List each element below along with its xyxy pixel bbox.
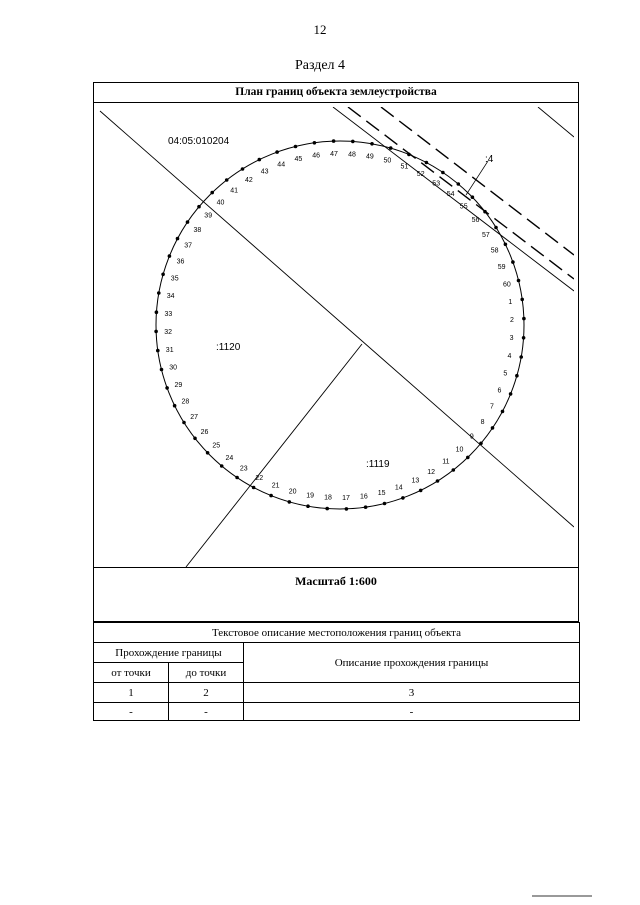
road-dashed-2 xyxy=(381,107,574,255)
plan-svg xyxy=(98,107,574,567)
boundary-point-label-17: 17 xyxy=(342,494,350,502)
boundary-point-28 xyxy=(173,404,177,408)
boundary-point-label-25: 25 xyxy=(212,442,221,450)
boundary-point-label-39: 39 xyxy=(204,212,213,220)
boundary-point-20 xyxy=(288,500,292,504)
road-dashed-1 xyxy=(348,107,574,279)
table-row-desc: - xyxy=(244,703,580,721)
boundary-point-29 xyxy=(165,386,169,390)
boundary-point-26 xyxy=(193,437,197,441)
boundary-point-label-57: 57 xyxy=(482,231,490,239)
object-boundary-circle xyxy=(156,141,524,509)
boundary-point-label-37: 37 xyxy=(184,242,192,250)
boundary-point-label-28: 28 xyxy=(181,398,190,406)
boundary-point-label-35: 35 xyxy=(170,275,179,283)
boundary-point-label-27: 27 xyxy=(190,414,198,422)
boundary-point-24 xyxy=(220,464,224,468)
boundary-point-4 xyxy=(519,355,523,359)
boundary-point-label-8: 8 xyxy=(480,419,485,427)
plan-title: План границ объекта землеустройства xyxy=(94,83,578,103)
boundary-point-9 xyxy=(479,442,483,446)
boundary-point-label-20: 20 xyxy=(288,488,297,496)
boundary-point-label-6: 6 xyxy=(497,387,502,395)
boundary-point-label-32: 32 xyxy=(164,329,172,336)
boundary-point-33 xyxy=(155,310,159,314)
boundary-point-label-23: 23 xyxy=(239,465,248,473)
boundary-point-50 xyxy=(389,146,393,150)
boundary-point-label-30: 30 xyxy=(169,364,177,372)
boundary-description-table xyxy=(93,622,580,721)
boundary-point-12 xyxy=(436,479,440,483)
boundary-line-diagonal xyxy=(100,111,574,527)
boundary-point-label-47: 47 xyxy=(330,151,338,159)
boundary-point-41 xyxy=(225,178,229,182)
boundary-point-label-54: 54 xyxy=(446,191,455,199)
boundary-point-label-24: 24 xyxy=(225,454,234,462)
boundary-point-label-13: 13 xyxy=(411,477,420,485)
boundary-point-label-26: 26 xyxy=(200,428,209,436)
boundary-point-label-3: 3 xyxy=(509,335,514,342)
boundary-point-30 xyxy=(160,368,164,372)
boundary-point-5 xyxy=(515,374,519,378)
boundary-point-60 xyxy=(517,279,521,283)
road-line-top xyxy=(333,107,574,291)
boundary-point-19 xyxy=(306,504,310,508)
boundary-point-54 xyxy=(457,182,461,186)
boundary-point-label-2: 2 xyxy=(509,317,514,324)
plan-frame xyxy=(93,82,579,622)
boundary-point-label-51: 51 xyxy=(400,163,409,171)
boundary-point-44 xyxy=(275,150,279,154)
boundary-point-57 xyxy=(494,226,498,230)
road-line-right xyxy=(538,107,574,137)
boundary-point-53 xyxy=(441,171,445,175)
boundary-point-label-52: 52 xyxy=(416,171,425,179)
boundary-point-label-12: 12 xyxy=(427,468,435,476)
leader-line-4 xyxy=(466,161,488,195)
boundary-point-label-1: 1 xyxy=(508,299,513,307)
table-row-from: - xyxy=(94,703,169,721)
boundary-point-label-5: 5 xyxy=(503,370,508,378)
boundary-point-31 xyxy=(156,349,160,353)
section-title: Раздел 4 xyxy=(294,58,346,73)
boundary-point-label-41: 41 xyxy=(230,187,238,195)
boundary-point-38 xyxy=(186,220,190,224)
table-num-to: 2 xyxy=(169,683,244,703)
boundary-point-52 xyxy=(425,161,429,165)
cadastral-block-label: 04:05:010204 xyxy=(168,136,230,147)
boundary-point-label-9: 9 xyxy=(469,433,474,441)
boundary-point-label-15: 15 xyxy=(377,489,386,497)
table-group-header: Прохождение границы xyxy=(94,643,244,663)
boundary-point-13 xyxy=(419,489,423,493)
boundary-point-label-44: 44 xyxy=(277,161,286,169)
boundary-point-17 xyxy=(345,507,349,511)
scale-label: Масштаб 1:600 xyxy=(295,574,377,588)
boundary-point-23 xyxy=(235,476,239,480)
boundary-point-39 xyxy=(197,205,201,209)
boundary-point-22 xyxy=(252,486,256,490)
boundary-point-label-42: 42 xyxy=(245,177,253,185)
boundary-point-49 xyxy=(370,142,374,146)
boundary-point-37 xyxy=(176,237,180,241)
boundary-point-6 xyxy=(509,392,513,396)
boundary-point-label-48: 48 xyxy=(348,151,356,159)
boundary-point-58 xyxy=(504,243,508,247)
boundary-point-label-33: 33 xyxy=(164,311,173,318)
boundary-point-label-59: 59 xyxy=(497,264,506,272)
table-row-to: - xyxy=(169,703,244,721)
boundary-point-8 xyxy=(491,426,495,430)
boundary-point-43 xyxy=(258,158,262,162)
boundary-point-label-22: 22 xyxy=(255,474,264,482)
parcel-label-1120: :1120 xyxy=(216,342,241,353)
boundary-point-42 xyxy=(241,167,245,171)
table-num-from: 1 xyxy=(94,683,169,703)
boundary-point-11 xyxy=(452,468,456,472)
table-col-desc: Описание прохождения границы xyxy=(244,643,580,683)
boundary-point-14 xyxy=(401,496,405,500)
boundary-point-label-18: 18 xyxy=(324,494,332,502)
boundary-point-label-36: 36 xyxy=(176,258,185,266)
boundary-point-label-11: 11 xyxy=(442,458,450,466)
boundary-point-35 xyxy=(161,273,165,277)
boundary-point-label-55: 55 xyxy=(459,203,468,211)
boundary-point-label-50: 50 xyxy=(383,157,392,165)
boundary-point-59 xyxy=(511,260,515,264)
boundary-point-51 xyxy=(407,153,411,157)
boundary-point-27 xyxy=(182,421,186,425)
boundary-point-label-19: 19 xyxy=(306,492,314,500)
table-col-from: от точки xyxy=(94,663,169,683)
boundary-point-label-60: 60 xyxy=(503,281,511,289)
parcel-label-4: :4 xyxy=(485,154,494,165)
boundary-point-label-10: 10 xyxy=(455,446,464,454)
boundary-point-32 xyxy=(154,330,158,334)
boundary-point-label-7: 7 xyxy=(489,403,494,411)
table-title: Текстовое описание местоположения границ объекта xyxy=(94,623,580,643)
boundary-point-2 xyxy=(522,317,526,321)
boundary-point-label-31: 31 xyxy=(165,346,174,354)
boundary-point-36 xyxy=(168,254,172,258)
boundary-point-56 xyxy=(483,210,487,214)
boundary-point-16 xyxy=(364,505,368,509)
boundary-point-label-40: 40 xyxy=(216,199,225,207)
boundary-point-55 xyxy=(471,195,475,199)
boundary-point-21 xyxy=(269,494,273,498)
boundary-point-34 xyxy=(157,291,161,295)
boundary-point-label-38: 38 xyxy=(193,226,202,234)
boundary-point-40 xyxy=(210,191,214,195)
boundary-point-label-45: 45 xyxy=(294,156,303,164)
boundary-point-25 xyxy=(206,451,210,455)
boundary-point-47 xyxy=(332,139,336,143)
boundary-point-label-29: 29 xyxy=(174,381,183,389)
boundary-point-label-14: 14 xyxy=(394,484,403,492)
boundary-point-label-49: 49 xyxy=(366,153,374,161)
boundary-point-1 xyxy=(520,298,524,302)
boundary-point-label-16: 16 xyxy=(360,493,368,501)
boundary-point-48 xyxy=(351,140,355,144)
boundary-point-label-56: 56 xyxy=(471,217,480,225)
boundary-point-label-34: 34 xyxy=(166,293,175,301)
boundary-point-3 xyxy=(522,336,526,340)
boundary-point-label-4: 4 xyxy=(507,352,512,360)
parcel-label-1119: :1119 xyxy=(366,459,390,470)
page-number: 12 xyxy=(313,22,327,37)
boundary-point-7 xyxy=(501,410,505,414)
table-col-to: до точки xyxy=(169,663,244,683)
boundary-point-label-46: 46 xyxy=(312,152,320,160)
boundary-point-label-21: 21 xyxy=(271,482,280,490)
boundary-point-18 xyxy=(325,507,329,511)
boundary-point-label-58: 58 xyxy=(490,247,499,255)
corner-mark xyxy=(532,895,592,897)
table-num-desc: 3 xyxy=(244,683,580,703)
plan-drawing xyxy=(98,107,574,627)
boundary-point-46 xyxy=(313,141,317,145)
boundary-point-15 xyxy=(383,502,387,506)
boundary-point-label-43: 43 xyxy=(260,168,269,176)
boundary-point-45 xyxy=(294,145,298,149)
boundary-point-10 xyxy=(466,456,470,460)
boundary-line-inner xyxy=(186,344,362,567)
boundary-point-label-53: 53 xyxy=(432,180,441,188)
